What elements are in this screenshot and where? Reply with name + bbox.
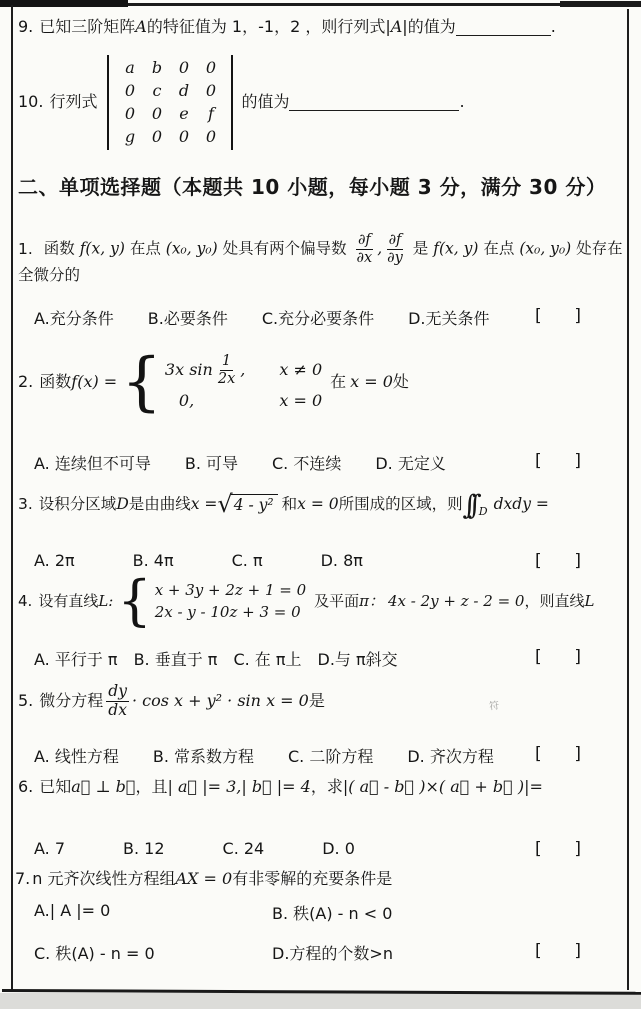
question-text: 在点 <box>483 239 515 258</box>
option-d: D. 齐次方程 <box>407 747 494 766</box>
question-text: 微分方程 <box>39 691 104 710</box>
math-expression: (x₀, y₀) <box>519 239 572 258</box>
matrix-cell: 0 <box>124 103 136 123</box>
question-text: 在 <box>330 372 347 391</box>
period: . <box>459 92 465 111</box>
piecewise-cases <box>165 353 322 411</box>
question-text: 和 <box>281 495 298 514</box>
matrix-symbol: A <box>390 17 403 36</box>
answer-bracket: [ ] <box>535 551 581 571</box>
matrix-cell: c <box>152 80 162 100</box>
determinant-matrix <box>107 55 233 150</box>
math-expression: dxdy = <box>493 495 549 514</box>
sqrt-radical: √ <box>217 490 233 518</box>
options-row-5 <box>34 744 625 767</box>
matrix-cell: 0 <box>205 57 217 77</box>
blank-line <box>456 31 551 36</box>
comma: , <box>377 239 383 258</box>
options-row-2 <box>34 451 625 474</box>
option-b: B. 12 <box>123 839 165 858</box>
question-text: 在点 <box>129 239 161 258</box>
option-a: A.| A |= 0 <box>34 901 111 920</box>
answer-bracket: [ ] <box>535 941 581 961</box>
matrix-cell: 0 <box>151 103 163 123</box>
option-d: D. 8π <box>320 551 363 570</box>
question-text: 的特征值为 1，-1，2 ，则行列式 <box>146 17 386 36</box>
fraction: $\frac{1}{2x}$ <box>217 352 236 387</box>
answer-bracket: [ ] <box>535 839 581 859</box>
option-d: D.无关条件 <box>408 309 490 328</box>
frame-right-border <box>627 9 629 990</box>
equation: x + 3y + 2z + 1 = 0 <box>154 580 307 599</box>
question-6 <box>18 777 543 797</box>
math-expression: L <box>584 591 595 610</box>
math-expression: π： <box>359 591 385 610</box>
option-a: A.充分条件 <box>34 309 114 328</box>
equation: 2x - y - 10z + 3 = 0 <box>154 602 301 621</box>
matrix-cell: g <box>124 126 136 146</box>
question-text: 已知 <box>39 777 72 796</box>
equation-system <box>155 581 306 622</box>
question-number: 3. <box>18 495 33 514</box>
option-a: A. 连续但不可导 <box>34 454 151 473</box>
question-text: 的值为 <box>407 17 456 36</box>
partial-derivative-fraction: $\frac{\partial f}{\partial y}$ <box>387 232 403 266</box>
option-b: B.必要条件 <box>147 309 228 328</box>
matrix-cell: d <box>178 80 190 100</box>
question-10 <box>18 52 465 152</box>
case-condition: x = 0 <box>279 391 323 411</box>
answer-bracket: [ ] <box>535 451 581 471</box>
math-expression: x = <box>190 495 218 514</box>
question-text: 是 <box>412 239 429 258</box>
question-number: 2. <box>18 372 34 391</box>
question-number: 5. <box>18 691 34 710</box>
partial-derivative-fraction: $\frac{\partial f}{\partial x}$ <box>356 232 373 266</box>
option-a: A. 2π <box>34 551 75 570</box>
options-row-7ab <box>34 901 392 924</box>
options-row-1 <box>34 306 625 329</box>
system-brace: { <box>117 569 152 633</box>
question-text: 已知三阶矩阵 <box>39 17 136 36</box>
option-c: C.充分必要条件 <box>261 309 375 328</box>
question-text: ，且 <box>135 777 168 796</box>
math-expression: f(x, y) <box>79 239 125 258</box>
question-text: n 元齐次线性方程组 <box>32 869 176 888</box>
math-expression: (x₀, y₀) <box>165 239 218 258</box>
question-number: 9. <box>18 17 34 36</box>
scan-ink-smudge <box>560 1 641 7</box>
matrix-cell: 0 <box>124 80 136 100</box>
option-a: A. 7 <box>34 839 66 858</box>
question-text: 有非零解的充要条件是 <box>232 869 393 888</box>
comma: , <box>240 360 246 379</box>
period: . <box>550 17 556 36</box>
scan-bottom-margin <box>0 993 641 1009</box>
frame-left-border <box>11 5 13 992</box>
question-text: 设有直线 <box>38 591 99 610</box>
question-7 <box>15 869 392 889</box>
derivative-fraction: $\frac{dy}{dx}$ <box>108 681 127 719</box>
question-text: 及平面 <box>314 591 360 610</box>
case-expression: 0, <box>178 391 195 411</box>
scan-smudge-character: 符 <box>488 700 500 713</box>
question-1 <box>18 232 623 286</box>
option-d: D. 0 <box>322 839 355 858</box>
question-number: 4. <box>18 591 33 610</box>
question-text: 是由曲线 <box>128 495 191 514</box>
option-b: B. 秩(A) - n < 0 <box>272 904 393 923</box>
matrix-cell: e <box>179 103 189 123</box>
question-text: ，求 <box>310 777 343 796</box>
sqrt-content: 4 - y² <box>231 494 278 515</box>
question-text: 函数 <box>39 372 72 391</box>
option-b: B. 4π <box>132 551 174 570</box>
math-expression: x = 0 <box>350 372 393 391</box>
answer-bracket: [ ] <box>535 306 581 326</box>
math-expression: AX = 0 <box>175 869 233 888</box>
option-b: B. 常系数方程 <box>152 747 254 766</box>
vector-expression: | a⃗ |= 3,| b⃗ |= 4 <box>167 777 311 796</box>
matrix-cell: a <box>125 57 135 77</box>
scan-ink-smudge <box>0 0 128 7</box>
option-a: A. 平行于 π <box>34 650 118 669</box>
option-c: C. 不连续 <box>272 454 342 473</box>
options-row-6 <box>34 839 625 858</box>
question-text: 的值为 <box>241 92 290 111</box>
case-expression: 3x sin <box>164 360 213 379</box>
question-number: 6. <box>18 777 34 796</box>
option-d: D.方程的个数>n <box>272 944 393 963</box>
det-bar: | <box>385 17 391 36</box>
option-d: D. 无定义 <box>375 454 446 473</box>
option-c: C. π <box>231 551 263 570</box>
option-b: B. 可导 <box>184 454 238 473</box>
blank-line <box>289 106 459 111</box>
question-number: 10. <box>18 92 44 111</box>
matrix-cell: 0 <box>178 126 190 146</box>
question-text: 行列式 <box>49 92 98 111</box>
option-b: B. 垂直于 π <box>133 650 218 669</box>
vector-expression: a⃗ ⊥ b⃗ <box>71 777 136 796</box>
matrix-cell: 0 <box>178 57 190 77</box>
options-row-4 <box>34 647 625 670</box>
question-text: 函数 <box>43 239 75 258</box>
math-expression: 4x - 2y + z - 2 = 0 <box>388 591 525 610</box>
matrix-cell: f <box>208 103 214 123</box>
math-expression: f(x, y) <box>433 239 479 258</box>
question-3 <box>18 486 549 524</box>
math-expression: x = 0 <box>297 495 339 514</box>
question-text: 处 <box>392 372 409 391</box>
question-9 <box>18 17 556 37</box>
math-expression: · cos x + y² · sin x = 0 <box>131 691 309 710</box>
option-c: C. 24 <box>222 839 265 858</box>
question-4 <box>18 569 595 633</box>
question-2 <box>18 344 409 420</box>
answer-bracket: [ ] <box>535 647 581 667</box>
question-5 <box>18 676 325 726</box>
question-number: 7. <box>15 869 31 888</box>
matrix-cell: 0 <box>205 126 217 146</box>
question-text: 处存在全微分的 <box>18 239 623 285</box>
question-text: 处具有两个偏导数 <box>222 239 347 258</box>
integral-subscript: D <box>478 505 488 519</box>
question-text: 是 <box>308 691 325 710</box>
det-bar: | <box>402 17 408 36</box>
matrix-cell: b <box>151 57 163 77</box>
question-text: 所围成的区域，则 <box>338 495 463 514</box>
option-d: D.与 π斜交 <box>317 650 398 669</box>
option-c: C. 在 π上 <box>233 650 302 669</box>
option-c: C. 二阶方程 <box>288 747 374 766</box>
math-expression: f(x) = <box>71 372 118 391</box>
math-expression: D <box>116 495 129 514</box>
question-number: 1. <box>18 239 33 258</box>
matrix-cell: 0 <box>151 126 163 146</box>
double-integral-symbol: ∫∫ <box>462 489 473 521</box>
question-text: 设积分区域 <box>38 495 117 514</box>
vector-expression: |( a⃗ - b⃗ )×( a⃗ + b⃗ )|= <box>342 777 543 796</box>
case-condition: x ≠ 0 <box>279 360 323 379</box>
answer-bracket: [ ] <box>535 744 581 764</box>
option-a: A. 线性方程 <box>34 747 119 766</box>
options-row-7cd <box>34 941 581 964</box>
piecewise-brace: { <box>121 344 162 419</box>
matrix-cell: 0 <box>205 80 217 100</box>
matrix-symbol: A <box>135 17 147 36</box>
section-title: 二、单项选择题（本题共 10 小题，每小题 3 分，满分 30 分） <box>18 175 607 199</box>
math-expression: L: <box>98 591 114 610</box>
question-text: ，则直线 <box>524 591 585 610</box>
option-c: C. 秩(A) - n = 0 <box>34 944 155 963</box>
options-row-3 <box>34 551 625 570</box>
